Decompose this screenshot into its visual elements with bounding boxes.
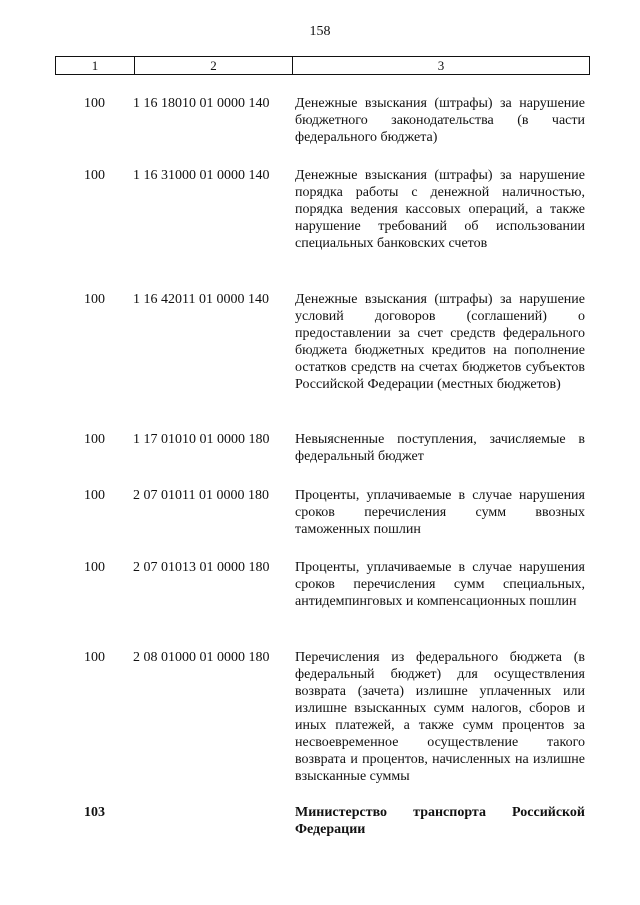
budget-code: 1 16 18010 01 0000 140 <box>133 96 270 111</box>
budget-code: 1 16 31000 01 0000 140 <box>133 168 270 183</box>
budget-code: 2 07 01011 01 0000 180 <box>133 488 269 503</box>
budget-code: 1 17 01010 01 0000 180 <box>133 432 270 447</box>
table-header <box>55 56 590 75</box>
admin-code: 100 <box>84 432 105 447</box>
admin-code: 103 <box>84 805 105 820</box>
ministry-name: Министерство транспорта Российской Федерации <box>295 805 585 837</box>
budget-code: 2 07 01013 01 0000 180 <box>133 560 270 575</box>
description: Невыясненные поступления, зачисляемые в федеральный бюджет <box>295 432 585 464</box>
header-col-1: 1 <box>56 57 135 74</box>
admin-code: 100 <box>84 168 105 183</box>
admin-code: 100 <box>84 488 105 503</box>
description: Денежные взыскания (штрафы) за нарушение порядка работы с денежной наличностью, порядка ведения кассовых операций, а также нарушение требований об использовании специальных банковских счетов <box>295 168 585 251</box>
description: Проценты, уплачиваемые в случае нарушения сроков перечисления сумм ввозных таможенных пошлин <box>295 488 585 537</box>
admin-code: 100 <box>84 650 105 665</box>
description: Проценты, уплачиваемые в случае нарушения сроков перечисления сумм специальных, антидемпинговых и компенсационных пошлин <box>295 560 585 609</box>
description: Перечисления из федерального бюджета (в федеральный бюджет) для осуществления возврата (зачета) излишне уплаченных или излишне взысканных сумм налогов, сборов и иных платежей, а также сумм процентов за несвоевременное осуществление такого возврата и процентов, начисленных на излишне взысканные суммы <box>295 650 585 784</box>
description: Денежные взыскания (штрафы) за нарушение условий договоров (соглашений) о предоставлении за счет средств федерального бюджета бюджетных кредитов на пополнение остатков средств на счетах бюджетов субъектов Российской Федерации (местных бюджетов) <box>295 292 585 392</box>
header-col-2: 2 <box>135 57 293 74</box>
admin-code: 100 <box>84 560 105 575</box>
page-number: 158 <box>309 24 331 39</box>
budget-code: 1 16 42011 01 0000 140 <box>133 292 269 307</box>
header-col-3: 3 <box>437 58 445 73</box>
description: Денежные взыскания (штрафы) за нарушение бюджетного законодательства (в части федерального бюджета) <box>295 96 585 145</box>
budget-code: 2 08 01000 01 0000 180 <box>133 650 270 665</box>
admin-code: 100 <box>84 96 105 111</box>
admin-code: 100 <box>84 292 105 307</box>
